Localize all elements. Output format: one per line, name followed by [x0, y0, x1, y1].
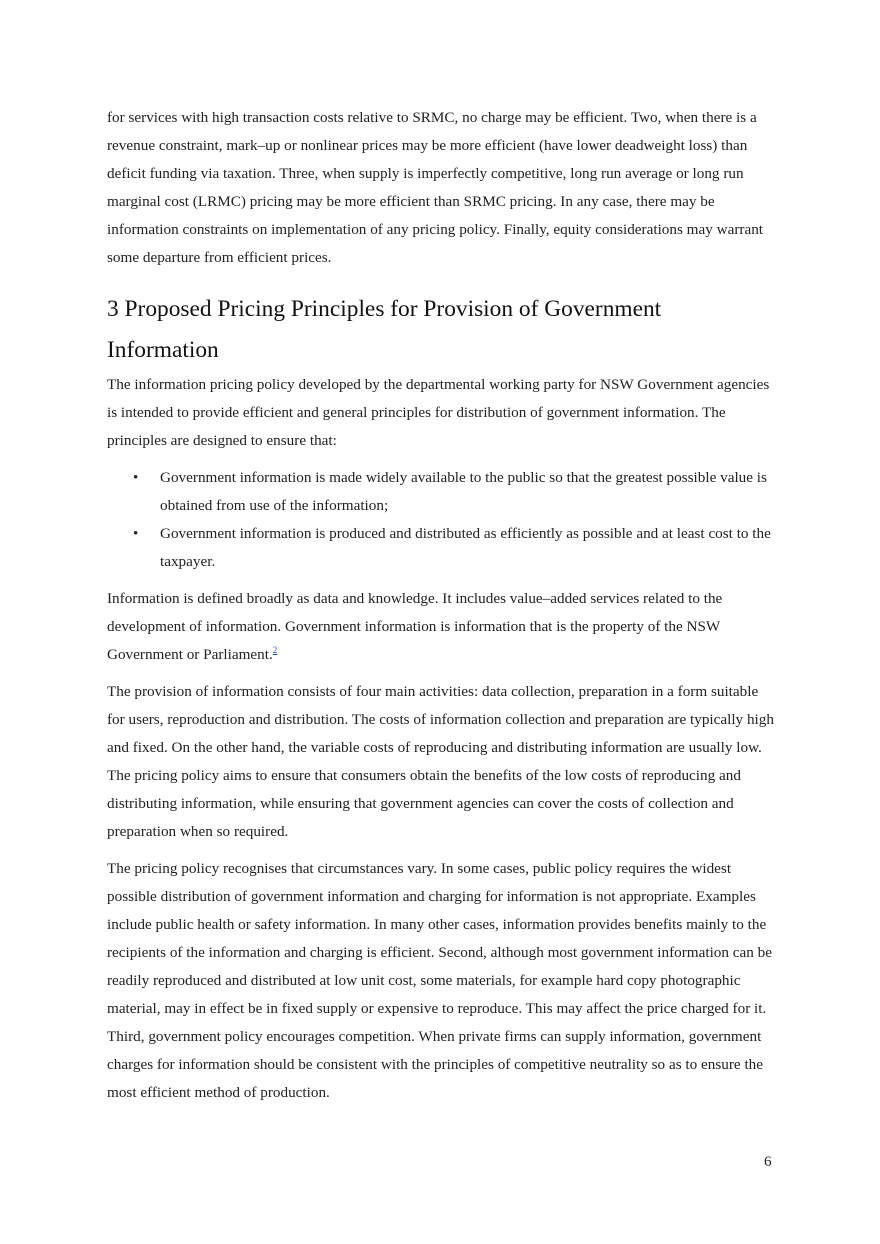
page-number: 6	[764, 1153, 772, 1170]
bullet-marker: •	[133, 469, 139, 486]
bullet-text: Government information is produced and distributed as efficiently as possible and at least cost to the taxpayer.	[160, 525, 771, 570]
definition-paragraph	[107, 585, 775, 669]
lead-paragraph: The information pricing policy developed by the departmental working party for NSW Government agencies is intended to provide efficient and general principles for distribution of government information. The principles are designed to ensure that:	[107, 376, 770, 449]
definition-text: Information is defined broadly as data and knowledge. It includes value–added services related to the development of information. Government information is information that is the property of the NSW Government or Parliament.	[107, 590, 723, 663]
bullet-list	[107, 464, 775, 576]
bullet-marker: •	[133, 525, 139, 542]
intro-paragraph: for services with high transaction costs relative to SRMC, no charge may be efficient. Two, when there is a revenue constraint, mark–up or nonlinear prices may be more efficient (have lower deadweight loss) than deficit funding via taxation. Three, when supply is imperfectly competitive, long run average or long run marginal cost (LRMC) pricing may be more efficient than SRMC pricing. In any case, there may be information constraints on implementation of any pricing policy. Finally, equity considerations may warrant some departure from efficient prices.	[107, 109, 764, 266]
list-item	[107, 520, 775, 576]
provision-paragraph: The provision of information consists of four main activities: data collection, preparation in a form suitable for users, reproduction and distribution. The costs of information collection and preparation are typically high and fixed. On the other hand, the variable costs of reproducing and distributing information are usually low. The pricing policy aims to ensure that consumers obtain the benefits of the low costs of reproducing and distributing information, while ensuring that government agencies can cover the costs of collection and preparation when so required.	[107, 683, 774, 840]
circumstances-paragraph: The pricing policy recognises that circumstances vary. In some cases, public policy requires the widest possible distribution of government information and charging for information is not appropriate. Examples include public health or safety information. In many other cases, information provides benefits mainly to the recipients of the information and charging is efficient. Second, although most government information can be readily reproduced and distributed at low unit cost, some materials, for example hard copy photographic material, may in effect be in fixed supply or expensive to reproduce. This may affect the price charged for it. Third, government policy encourages competition. When private firms can supply information, government charges for information should be consistent with the principles of competitive neutrality so as to ensure the most efficient method of production.	[107, 860, 772, 1101]
footnote-link[interactable]: 2	[272, 644, 278, 655]
list-item	[107, 464, 775, 520]
section-heading: 3 Proposed Pricing Principles for Provision of Government Information	[107, 296, 662, 363]
document-page	[107, 104, 775, 1107]
bullet-text: Government information is made widely available to the public so that the greatest possible value is obtained from use of the information;	[160, 469, 767, 514]
